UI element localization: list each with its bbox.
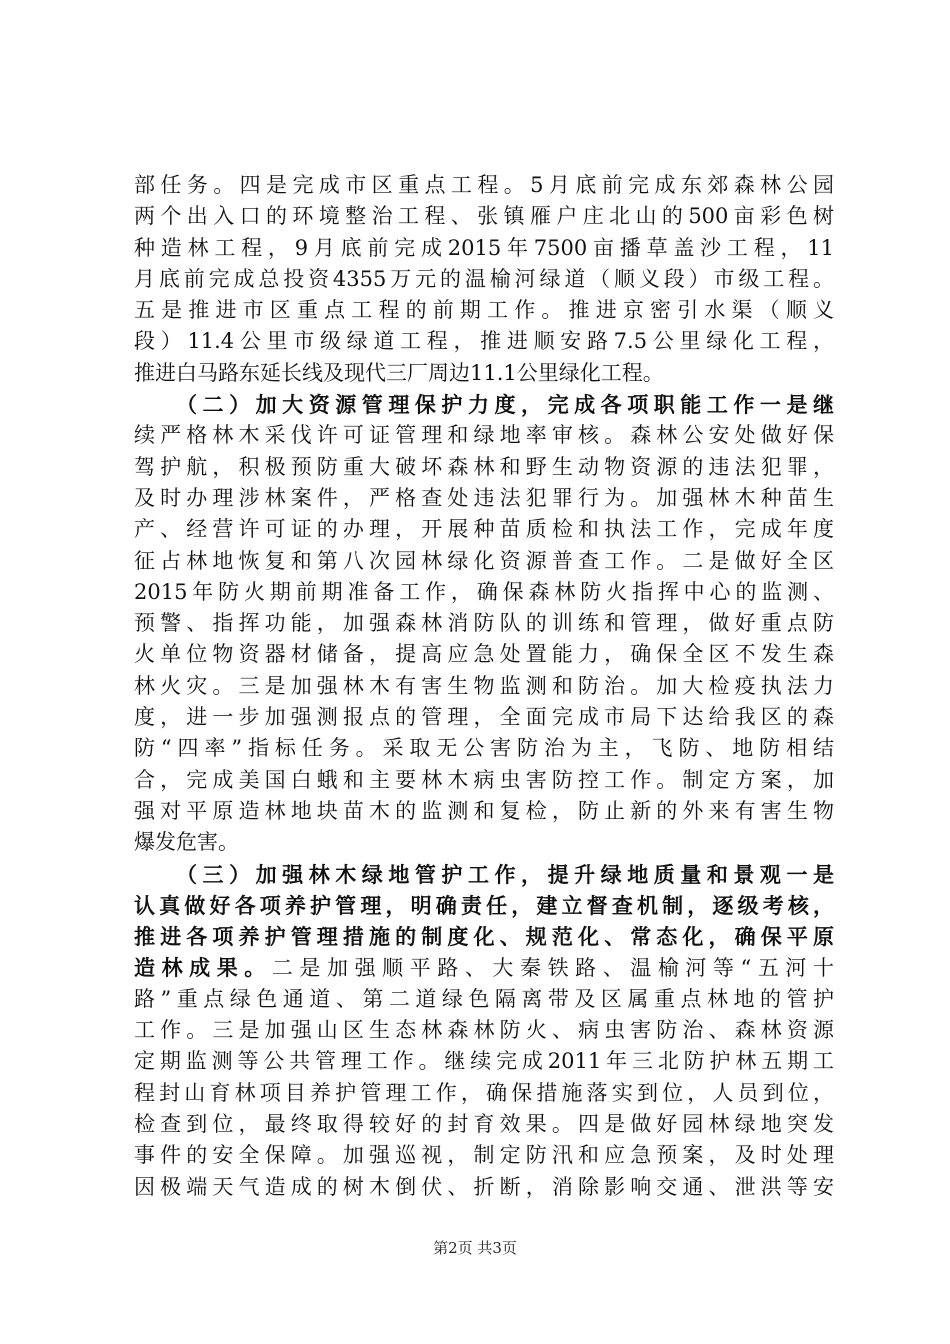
text-line-content: 产、经营许可证的办理，开展种苗质检和执法工作，完成年度 <box>134 517 834 542</box>
text-line-content: 程封山育林项目养护管理工作，确保措施落实到位，人员到位， <box>134 1080 834 1105</box>
text-line <box>134 921 834 952</box>
text-line <box>134 1172 834 1203</box>
text-line <box>134 326 834 357</box>
text-line <box>134 702 834 733</box>
text-line <box>134 546 834 577</box>
text-line-content: 认真做好各项养护管理，明确责任，建立督查机制，逐级考核， <box>134 892 834 918</box>
text-line-content: 征占林地恢复和第八次园林绿化资源普查工作。二是做好全区 <box>134 548 834 573</box>
text-line <box>134 264 834 295</box>
text-line <box>134 765 834 796</box>
text-line <box>134 859 834 890</box>
text-line-content: 路”重点绿色通道、第二道绿色隔离带及区属重点林地的管护 <box>134 986 834 1011</box>
text-line <box>134 577 834 608</box>
text-line <box>134 671 834 702</box>
text-line-content: 检查到位，最终取得较好的封育效果。四是做好园林绿地突发 <box>134 1111 834 1136</box>
text-line <box>134 608 834 639</box>
text-line-content: 合，完成美国白蛾和主要林木病虫害防控工作。制定方案，加 <box>134 767 834 792</box>
text-line <box>134 984 834 1015</box>
text-line-tail: 二是加强顺平路、大秦铁路、温榆河等“五河十 <box>271 956 834 981</box>
text-line <box>134 952 834 983</box>
text-line-content: 工作。三是加强山区生态林森林防火、病虫害防治、森林资源 <box>134 1018 834 1043</box>
text-line-content: 因极端天气造成的树木倒伏、折断，消除影响交通、泄洪等安 <box>134 1174 834 1199</box>
text-line-content: 及时办理涉林案件，严格查处违法犯罪行为。加强林木种苗生 <box>134 485 834 510</box>
text-line-content: 两个出入口的环境整治工程、张镇雁户庄北山的500亩彩色树 <box>134 204 834 229</box>
text-line-content: 林火灾。三是加强林木有害生物监测和防治。加大检疫执法力 <box>134 673 834 698</box>
text-line-content: 防“四率”指标任务。采取无公害防治为主，飞防、地防相结 <box>134 736 834 761</box>
text-line-content: 强对平原造林地块苗木的监测和复检，防止新的外来有害生物 <box>134 798 834 823</box>
text-line <box>134 389 834 420</box>
text-line-content: 推进白马路东延长线及现代三厂周边11.1公里绿化工程。 <box>134 360 664 385</box>
text-line-content: 2015年防火期前期准备工作，确保森林防火指挥中心的监测、 <box>134 579 834 604</box>
text-line <box>134 233 834 264</box>
text-line <box>134 827 834 858</box>
text-line <box>134 201 834 232</box>
text-line-content: 月底前完成总投资4355万元的温榆河绿道（顺义段）市级工程。 <box>134 266 834 291</box>
text-line <box>134 452 834 483</box>
text-line-content: 火单位物资器材储备，提高应急处置能力，确保全区不发生森 <box>134 642 834 667</box>
text-line <box>134 170 834 201</box>
page-footer: 第2页 共3页 <box>433 1239 517 1257</box>
text-line-content: 驾护航，积极预防重大破坏森林和野生动物资源的违法犯罪， <box>134 454 834 479</box>
text-line <box>134 1109 834 1140</box>
text-line-content: （二）加大资源管理保护力度，完成各项职能工作一是继 <box>176 392 834 418</box>
text-line <box>134 1046 834 1077</box>
text-line-content: 部任务。四是完成市区重点工程。5月底前完成东郊森林公园 <box>134 173 834 197</box>
text-line <box>134 483 834 514</box>
text-line-content: 推进各项养护管理措施的制度化、规范化、常态化，确保平原 <box>134 924 834 950</box>
text-line <box>134 514 834 545</box>
text-line-content: 定期监测等公共管理工作。继续完成2011年三北防护林五期工 <box>134 1049 834 1074</box>
body-text <box>134 170 834 1203</box>
text-line-content: 度，进一步加强测报点的管理，全面完成市局下达给我区的森 <box>134 705 834 730</box>
text-line-content: 预警、指挥功能，加强森林消防队的训练和管理，做好重点防 <box>134 611 834 636</box>
text-line-content: 事件的安全保障。加强巡视，制定防汛和应急预案，及时处理 <box>134 1143 834 1168</box>
text-line-content: 爆发危害。 <box>134 830 239 855</box>
text-line <box>134 358 834 389</box>
text-line-content: 续严格林木采伐许可证管理和绿地率审核。森林公安处做好保 <box>134 423 834 448</box>
text-line <box>134 890 834 921</box>
text-line-content: 种造林工程，9月底前完成2015年7500亩播草盖沙工程，11 <box>134 235 834 260</box>
text-line-content: 造林成果。 <box>134 955 272 981</box>
text-line <box>134 420 834 451</box>
text-line <box>134 1078 834 1109</box>
text-line <box>134 796 834 827</box>
text-line <box>134 1140 834 1171</box>
text-line-content: 五是推进市区重点工程的前期工作。推进京密引水渠（顺义 <box>134 298 834 323</box>
text-line <box>134 1015 834 1046</box>
text-line <box>134 295 834 326</box>
text-line-content: （三）加强林木绿地管护工作，提升绿地质量和景观一是 <box>176 861 834 887</box>
text-line <box>134 733 834 764</box>
text-line <box>134 639 834 670</box>
text-line-content: 段）11.4公里市级绿道工程，推进顺安路7.5公里绿化工程， <box>134 329 834 354</box>
